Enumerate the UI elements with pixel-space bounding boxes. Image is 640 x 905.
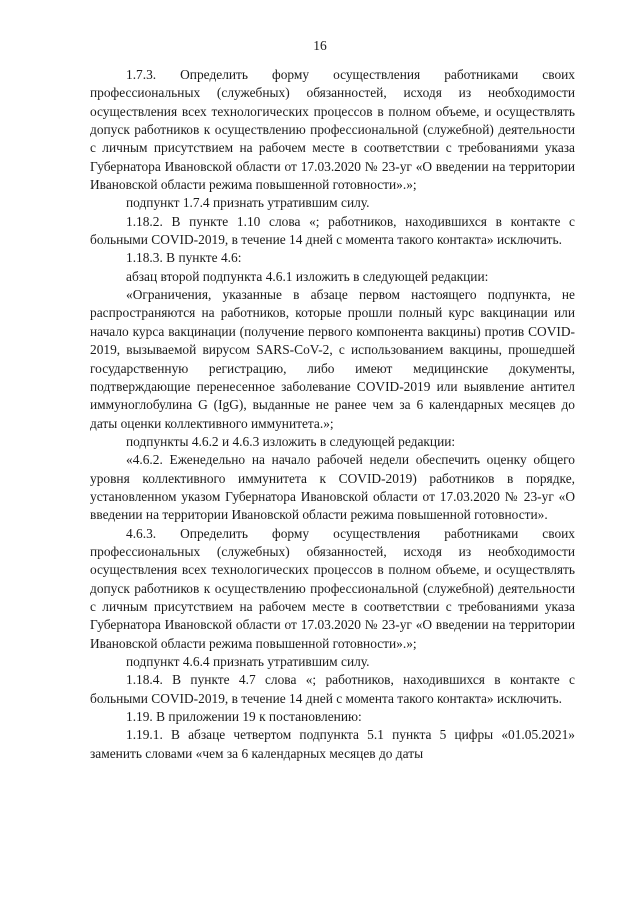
paragraph-1-7-3: 1.7.3. Определить форму осуществления работниками своих профессиональных (служебных) обязанностей, исходя из необходимости осуществления всех технологических процессов в полном объеме, и осуществлять допуск работников к осуществлению профессиональной (служебной) деятельности с личным присутствием на рабочем месте в соответствии с требованиями указа Губернатора Ивановской области от 17.03.2020 № 23-уг «О введении на территории Ивановской области режима повышенной готовности».»; <box>90 67 575 193</box>
page-number: 16 <box>313 38 327 53</box>
paragraph-subitem-4-6-4: подпункт 4.6.4 признать утратившим силу. <box>126 654 370 669</box>
paragraph-1-18-2: 1.18.2. В пункте 1.10 слова «; работников, находившихся в контакте с больными COVID-2019, в течение 14 дней с момента такого контакта» исключить. <box>90 213 575 248</box>
paragraph-restrictions-quote: «Ограничения, указанные в абзаце первом настоящего подпункта, не распространяются на работников, которые прошли полный курс вакцинации или начало курса вакцинации (получение первого компонента вакцины) против COVID-2019, вызываемой вирусом SARS-CoV-2, с использованием вакцины, прошедшей государственную регистрацию, либо имеют медицинские документы, подтверждающие перенесенное заболевание COVID-2019 или выявление антител иммуноглобулина G (IgG), выданные не ранее чем за 6 календарных месяцев до даты оценки коллективного иммунитета.»; <box>90 287 575 431</box>
paragraph-subitem-1-7-4: подпункт 1.7.4 признать утратившим силу. <box>126 195 370 211</box>
paragraph-1-19-1: 1.19.1. В абзаце четвертом подпункта 5.1 пункта 5 цифры «01.05.2021» заменить словами «чем за 6 календарных месяцев до даты <box>90 727 575 761</box>
document-body <box>90 66 575 763</box>
paragraph-4-6-2: «4.6.2. Еженедельно на начало рабочей недели обеспечить оценку общего уровня коллективного иммунитета к COVID-2019) работников в порядке, установленном указом Губернатора Ивановской области от 17.03.2020 № 23-уг «О введении на территории Ивановской области режима повышенной готовности». <box>90 452 575 523</box>
paragraph-1-18-4: 1.18.4. В пункте 4.7 слова «; работников, находившихся в контакте с больными COVID-2019, в течение 14 дней с момента такого контакта» исключить. <box>90 672 575 706</box>
paragraph-1-19: 1.19. В приложении 19 к постановлению: <box>126 709 362 725</box>
paragraph-subitems-4-6-2-4-6-3: подпункты 4.6.2 и 4.6.3 изложить в следующей редакции: <box>126 433 456 449</box>
paragraph-1-18-3: 1.18.3. В пункте 4.6: <box>126 250 242 266</box>
paragraph-4-6-3: 4.6.3. Определить форму осуществления работниками своих профессиональных (служебных) обязанностей, исходя из необходимости осуществления всех технологических процессов в полном объеме, и осуществлять допуск работников к осуществлению профессиональной (служебной) деятельности с личным присутствием на рабочем месте в соответствии с требованиями указа Губернатора Ивановской области от 17.03.2020 № 23-уг «О введении на территории Ивановской области режима повышенной готовности».»; <box>90 525 575 651</box>
paragraph-abzac-4-6-1: абзац второй подпункта 4.6.1 изложить в следующей редакции: <box>126 268 489 284</box>
